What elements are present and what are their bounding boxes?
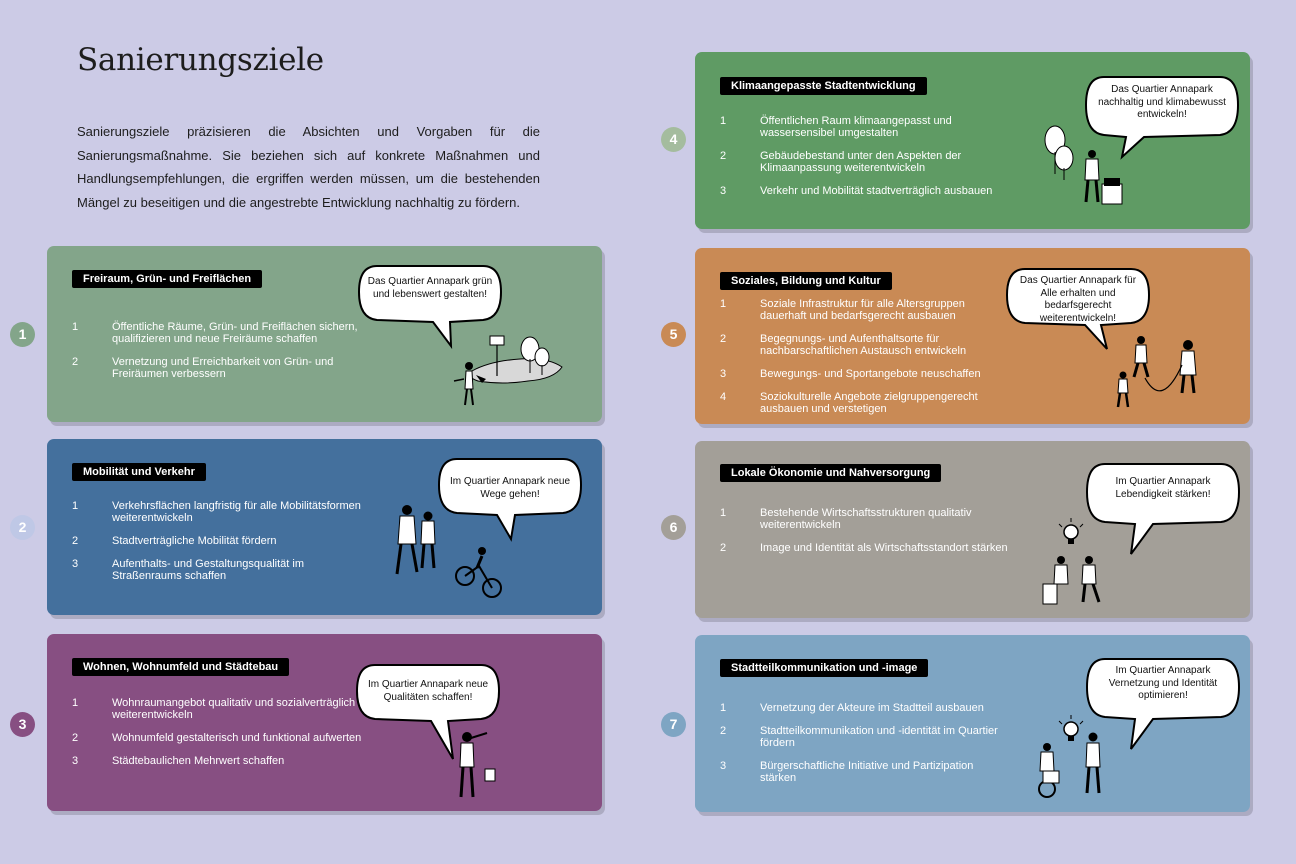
list-item <box>720 368 1005 380</box>
item-number: 1 <box>72 697 79 709</box>
item-text: Stadtverträgliche Mobilität fördern <box>112 535 277 547</box>
bubble-text: Im Quartier Annapark neue Wege gehen! <box>449 476 571 500</box>
item-number: 3 <box>720 368 727 380</box>
item-number: 2 <box>720 725 727 737</box>
list-item <box>720 185 1010 197</box>
goal-card-klima <box>695 52 1250 229</box>
goal-items <box>72 500 367 593</box>
item-number: 3 <box>72 755 79 767</box>
children-jump-rope-illustration <box>1110 333 1210 413</box>
list-item <box>720 115 1010 139</box>
list-item <box>720 542 1010 554</box>
goal-title: Klimaangepasste Stadtentwicklung <box>720 77 927 95</box>
goal-items <box>720 702 1010 795</box>
goal-title: Wohnen, Wohnumfeld und Städtebau <box>72 658 289 676</box>
item-text: Bürgerschaftliche Initiative und Partizipation stärken <box>760 760 974 784</box>
list-item <box>72 697 362 721</box>
gardening-illustration <box>442 331 567 411</box>
lightbulb-people-illustration <box>1033 713 1113 805</box>
list-item <box>720 760 1010 784</box>
item-text: Verkehrsflächen langfristig für alle Mobilitätsformen weiterentwickeln <box>112 500 361 524</box>
bubble-text: Im Quartier Annapark Vernetzung und Identität optimieren! <box>1108 665 1218 701</box>
list-item <box>720 333 1005 357</box>
goal-card-wohnen <box>47 634 602 811</box>
painter-illustration <box>447 729 507 804</box>
goal-title: Lokale Ökonomie und Nahversorgung <box>720 464 941 482</box>
item-text: Image und Identität als Wirtschaftsstandort stärken <box>760 542 1008 554</box>
goal-title: Stadtteilkommunikation und -image <box>720 659 928 677</box>
item-text: Wohnumfeld gestalterisch und funktional aufwerten <box>112 732 362 744</box>
bubble-text: Im Quartier Annapark Lebendigkeit stärken! <box>1115 476 1211 500</box>
goal-number-badge: 7 <box>661 712 686 737</box>
item-number: 3 <box>720 760 727 772</box>
goal-items <box>72 697 362 778</box>
item-text: Öffentlichen Raum klimaangepasst und wassersensibel umgestalten <box>760 115 952 139</box>
goal-card-freiraum <box>47 246 602 422</box>
list-item <box>720 391 1005 415</box>
goal-card-kommunikation <box>695 635 1250 812</box>
item-text: Bewegungs- und Sportangebote neuschaffen <box>760 368 981 380</box>
goal-number-badge: 2 <box>10 515 35 540</box>
item-text: Aufenthalts- und Gestaltungsqualität im Straßenraums schaffen <box>112 558 305 582</box>
bubble-text: Das Quartier Annapark nachhaltig und klimabewusst entwickeln! <box>1098 84 1226 120</box>
goal-title: Soziales, Bildung und Kultur <box>720 272 892 290</box>
item-number: 2 <box>72 356 79 368</box>
item-text: Öffentliche Räume, Grün- und Freiflächen sichern, qualifizieren und neue Freiräume schaffen <box>112 321 358 345</box>
item-number: 4 <box>720 391 727 403</box>
item-number: 2 <box>72 535 79 547</box>
intro-text: Sanierungsziele präzisieren die Absichten und Vorgaben für die Sanierungsmaßnahme. Sie beziehen sich auf konkrete Maßnahmen und Handlungsempfehlungen, die ergriffen werden müssen, um die bestehenden Mängel zu beseitigen und die angestrebte Entwicklung nachhaltig zu fördern. <box>77 124 540 210</box>
goal-number-badge: 4 <box>661 127 686 152</box>
goal-title: Mobilität und Verkehr <box>72 463 206 481</box>
item-number: 2 <box>720 542 727 554</box>
list-item <box>720 298 1005 322</box>
goal-card-oekonomie <box>695 441 1250 618</box>
item-number: 1 <box>72 321 79 333</box>
item-number: 1 <box>720 298 727 310</box>
item-text: Begegnungs- und Aufenthaltsorte für nachbarschaftlichen Austausch entwickeln <box>760 333 967 357</box>
goal-items <box>720 507 1010 565</box>
item-text: Städtebaulichen Mehrwert schaffen <box>112 755 285 767</box>
list-item <box>720 702 1010 714</box>
item-number: 1 <box>72 500 79 512</box>
list-item <box>72 732 362 744</box>
goal-card-soziales <box>695 248 1250 424</box>
item-text: Vernetzung der Akteure im Stadtteil ausbauen <box>760 702 984 714</box>
goal-number-badge: 5 <box>661 322 686 347</box>
goal-items <box>720 115 1010 208</box>
item-text: Vernetzung und Erreichbarkeit von Grün- und Freiräumen verbessern <box>112 356 334 380</box>
item-number: 1 <box>720 115 727 127</box>
goal-card-mobilitaet <box>47 439 602 615</box>
item-number: 2 <box>720 150 727 162</box>
bubble-text: Im Quartier Annapark neue Qualitäten schaffen! <box>367 679 489 703</box>
item-number: 3 <box>72 558 79 570</box>
list-item <box>72 356 382 380</box>
list-item <box>720 507 1010 531</box>
goal-number-badge: 1 <box>10 322 35 347</box>
item-number: 2 <box>720 333 727 345</box>
item-text: Soziale Infrastruktur für alle Altersgruppen dauerhaft und bedarfsgerecht ausbauen <box>760 298 965 322</box>
item-number: 2 <box>72 732 79 744</box>
bubble-text: Das Quartier Annapark für Alle erhalten und bedarfsgerecht weiterentwickeln! <box>1019 275 1137 324</box>
list-item <box>720 150 1010 174</box>
list-item <box>72 558 367 582</box>
item-text: Bestehende Wirtschaftsstrukturen qualitativ weiterentwickeln <box>760 507 972 531</box>
goal-items <box>720 298 1005 426</box>
list-item <box>72 755 362 767</box>
item-text: Gebäudebestand unter den Aspekten der Klimaanpassung weiterentwickeln <box>760 150 962 174</box>
bubble-text: Das Quartier Annapark grün und lebenswert gestalten! <box>367 276 493 300</box>
item-number: 1 <box>720 507 727 519</box>
goal-number-badge: 3 <box>10 712 35 737</box>
item-text: Verkehr und Mobilität stadtverträglich ausbauen <box>760 185 993 197</box>
goal-title: Freiraum, Grün- und Freiflächen <box>72 270 262 288</box>
item-number: 1 <box>720 702 727 714</box>
walking-people-illustration <box>387 504 507 604</box>
list-item <box>72 321 382 345</box>
item-text: Stadtteilkommunikation und -identität im Quartier fördern <box>760 725 998 749</box>
list-item <box>72 535 367 547</box>
item-text: Soziokulturelle Angebote zielgruppengerecht ausbauen und verstetigen <box>760 391 978 415</box>
goal-items <box>72 321 382 391</box>
page-title: Sanierungsziele <box>77 42 324 78</box>
item-text: Wohnraumangebot qualitativ und sozialverträglich weiterentwickeln <box>112 697 356 721</box>
lightbulb-sitting-illustration <box>1035 516 1115 611</box>
trees-planter-illustration <box>1040 122 1150 212</box>
item-number: 3 <box>720 185 727 197</box>
list-item <box>72 500 367 524</box>
list-item <box>720 725 1010 749</box>
goal-number-badge: 6 <box>661 515 686 540</box>
